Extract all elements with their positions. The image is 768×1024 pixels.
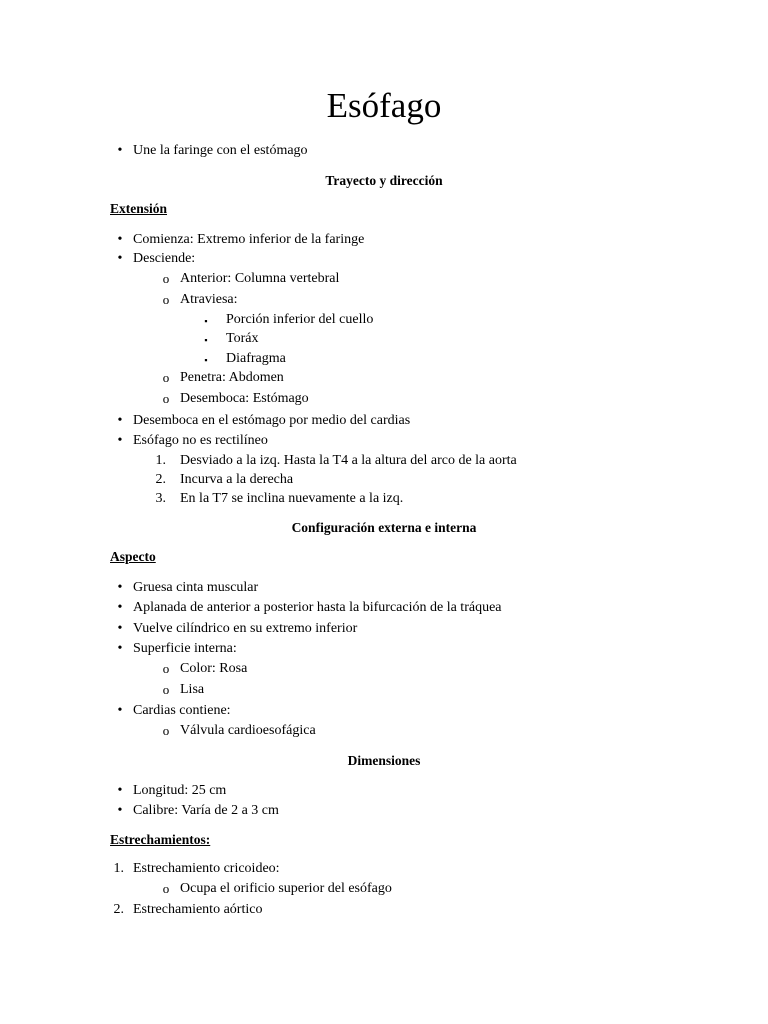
list-item-text: Toráx bbox=[226, 331, 259, 346]
bullet-marker: ▪ bbox=[204, 316, 208, 326]
number-marker: 1. bbox=[155, 453, 166, 468]
list-item-text: Aplanada de anterior a posterior hasta la bifurcación de la tráquea bbox=[133, 600, 502, 615]
number-marker: 3. bbox=[155, 491, 166, 506]
list-item-text: Esófago no es rectilíneo bbox=[133, 433, 268, 448]
list-item-text: Penetra: Abdomen bbox=[180, 370, 284, 385]
list-item-text: Une la faringe con el estómago bbox=[133, 143, 308, 158]
list-item-text: Calibre: Varía de 2 a 3 cm bbox=[133, 803, 279, 818]
bullet-marker: • bbox=[117, 413, 123, 428]
list-item-text: Vuelve cilíndrico en su extremo inferior bbox=[133, 621, 358, 636]
list-item-text: Incurva a la derecha bbox=[180, 472, 294, 487]
bullet-marker: o bbox=[162, 881, 170, 896]
number-marker: 1. bbox=[113, 861, 124, 876]
bullet-marker: ▪ bbox=[204, 335, 208, 345]
list-item-text: Desemboca en el estómago por medio del cardias bbox=[133, 413, 411, 428]
page-title: Esófago bbox=[326, 86, 442, 125]
bullet-marker: • bbox=[117, 251, 123, 266]
section-heading: Aspecto bbox=[110, 549, 156, 564]
section-title: Trayecto y dirección bbox=[325, 173, 443, 188]
list-item-text: Color: Rosa bbox=[180, 661, 248, 676]
bullet-marker: o bbox=[162, 661, 170, 676]
bullet-marker: • bbox=[117, 783, 123, 798]
list-item-text: Diafragma bbox=[226, 351, 286, 366]
list-item-text: Comienza: Extremo inferior de la faringe bbox=[133, 232, 365, 247]
list-item-text: Desemboca: Estómago bbox=[180, 391, 309, 406]
list-item-text: Cardias contiene: bbox=[133, 703, 231, 718]
bullet-marker: o bbox=[162, 682, 170, 697]
bullet-marker: o bbox=[162, 370, 170, 385]
list-item-text: Lisa bbox=[180, 682, 205, 697]
list-item-text: Estrechamiento aórtico bbox=[133, 902, 263, 917]
list-item-text: Porción inferior del cuello bbox=[226, 312, 374, 327]
section-title: Dimensiones bbox=[347, 753, 421, 768]
section-heading: Estrechamientos: bbox=[110, 832, 211, 847]
bullet-marker: • bbox=[117, 433, 123, 448]
list-item-text: Atraviesa: bbox=[180, 292, 238, 307]
list-item-text: Estrechamiento cricoideo: bbox=[133, 861, 280, 876]
section-title: Configuración externa e interna bbox=[291, 520, 477, 535]
list-item-text: Desviado a la izq. Hasta la T4 a la altura del arco de la aorta bbox=[180, 453, 517, 468]
number-marker: 2. bbox=[113, 902, 124, 917]
list-item-text: Válvula cardioesofágica bbox=[180, 723, 316, 738]
bullet-marker: o bbox=[162, 391, 170, 406]
list-item-text: Gruesa cinta muscular bbox=[133, 580, 259, 595]
list-item-text: Desciende: bbox=[133, 251, 196, 266]
bullet-marker: • bbox=[117, 803, 123, 818]
bullet-marker: • bbox=[117, 232, 123, 247]
list-item-text: Anterior: Columna vertebral bbox=[180, 271, 340, 286]
bullet-marker: • bbox=[117, 621, 123, 636]
bullet-marker: o bbox=[162, 292, 170, 307]
list-item-text: En la T7 se inclina nuevamente a la izq. bbox=[180, 491, 404, 506]
bullet-marker: • bbox=[117, 580, 123, 595]
bullet-marker: o bbox=[162, 271, 170, 286]
bullet-marker: • bbox=[117, 703, 123, 718]
section-heading: Extensión bbox=[110, 201, 168, 216]
bullet-marker: ▪ bbox=[204, 355, 208, 365]
bullet-marker: • bbox=[117, 600, 123, 615]
bullet-marker: o bbox=[162, 723, 170, 738]
list-item-text: Ocupa el orificio superior del esófago bbox=[180, 881, 392, 896]
bullet-marker: • bbox=[117, 143, 123, 158]
list-item-text: Superficie interna: bbox=[133, 641, 237, 656]
list-item-text: Longitud: 25 cm bbox=[133, 783, 227, 798]
bullet-marker: • bbox=[117, 641, 123, 656]
number-marker: 2. bbox=[155, 472, 166, 487]
